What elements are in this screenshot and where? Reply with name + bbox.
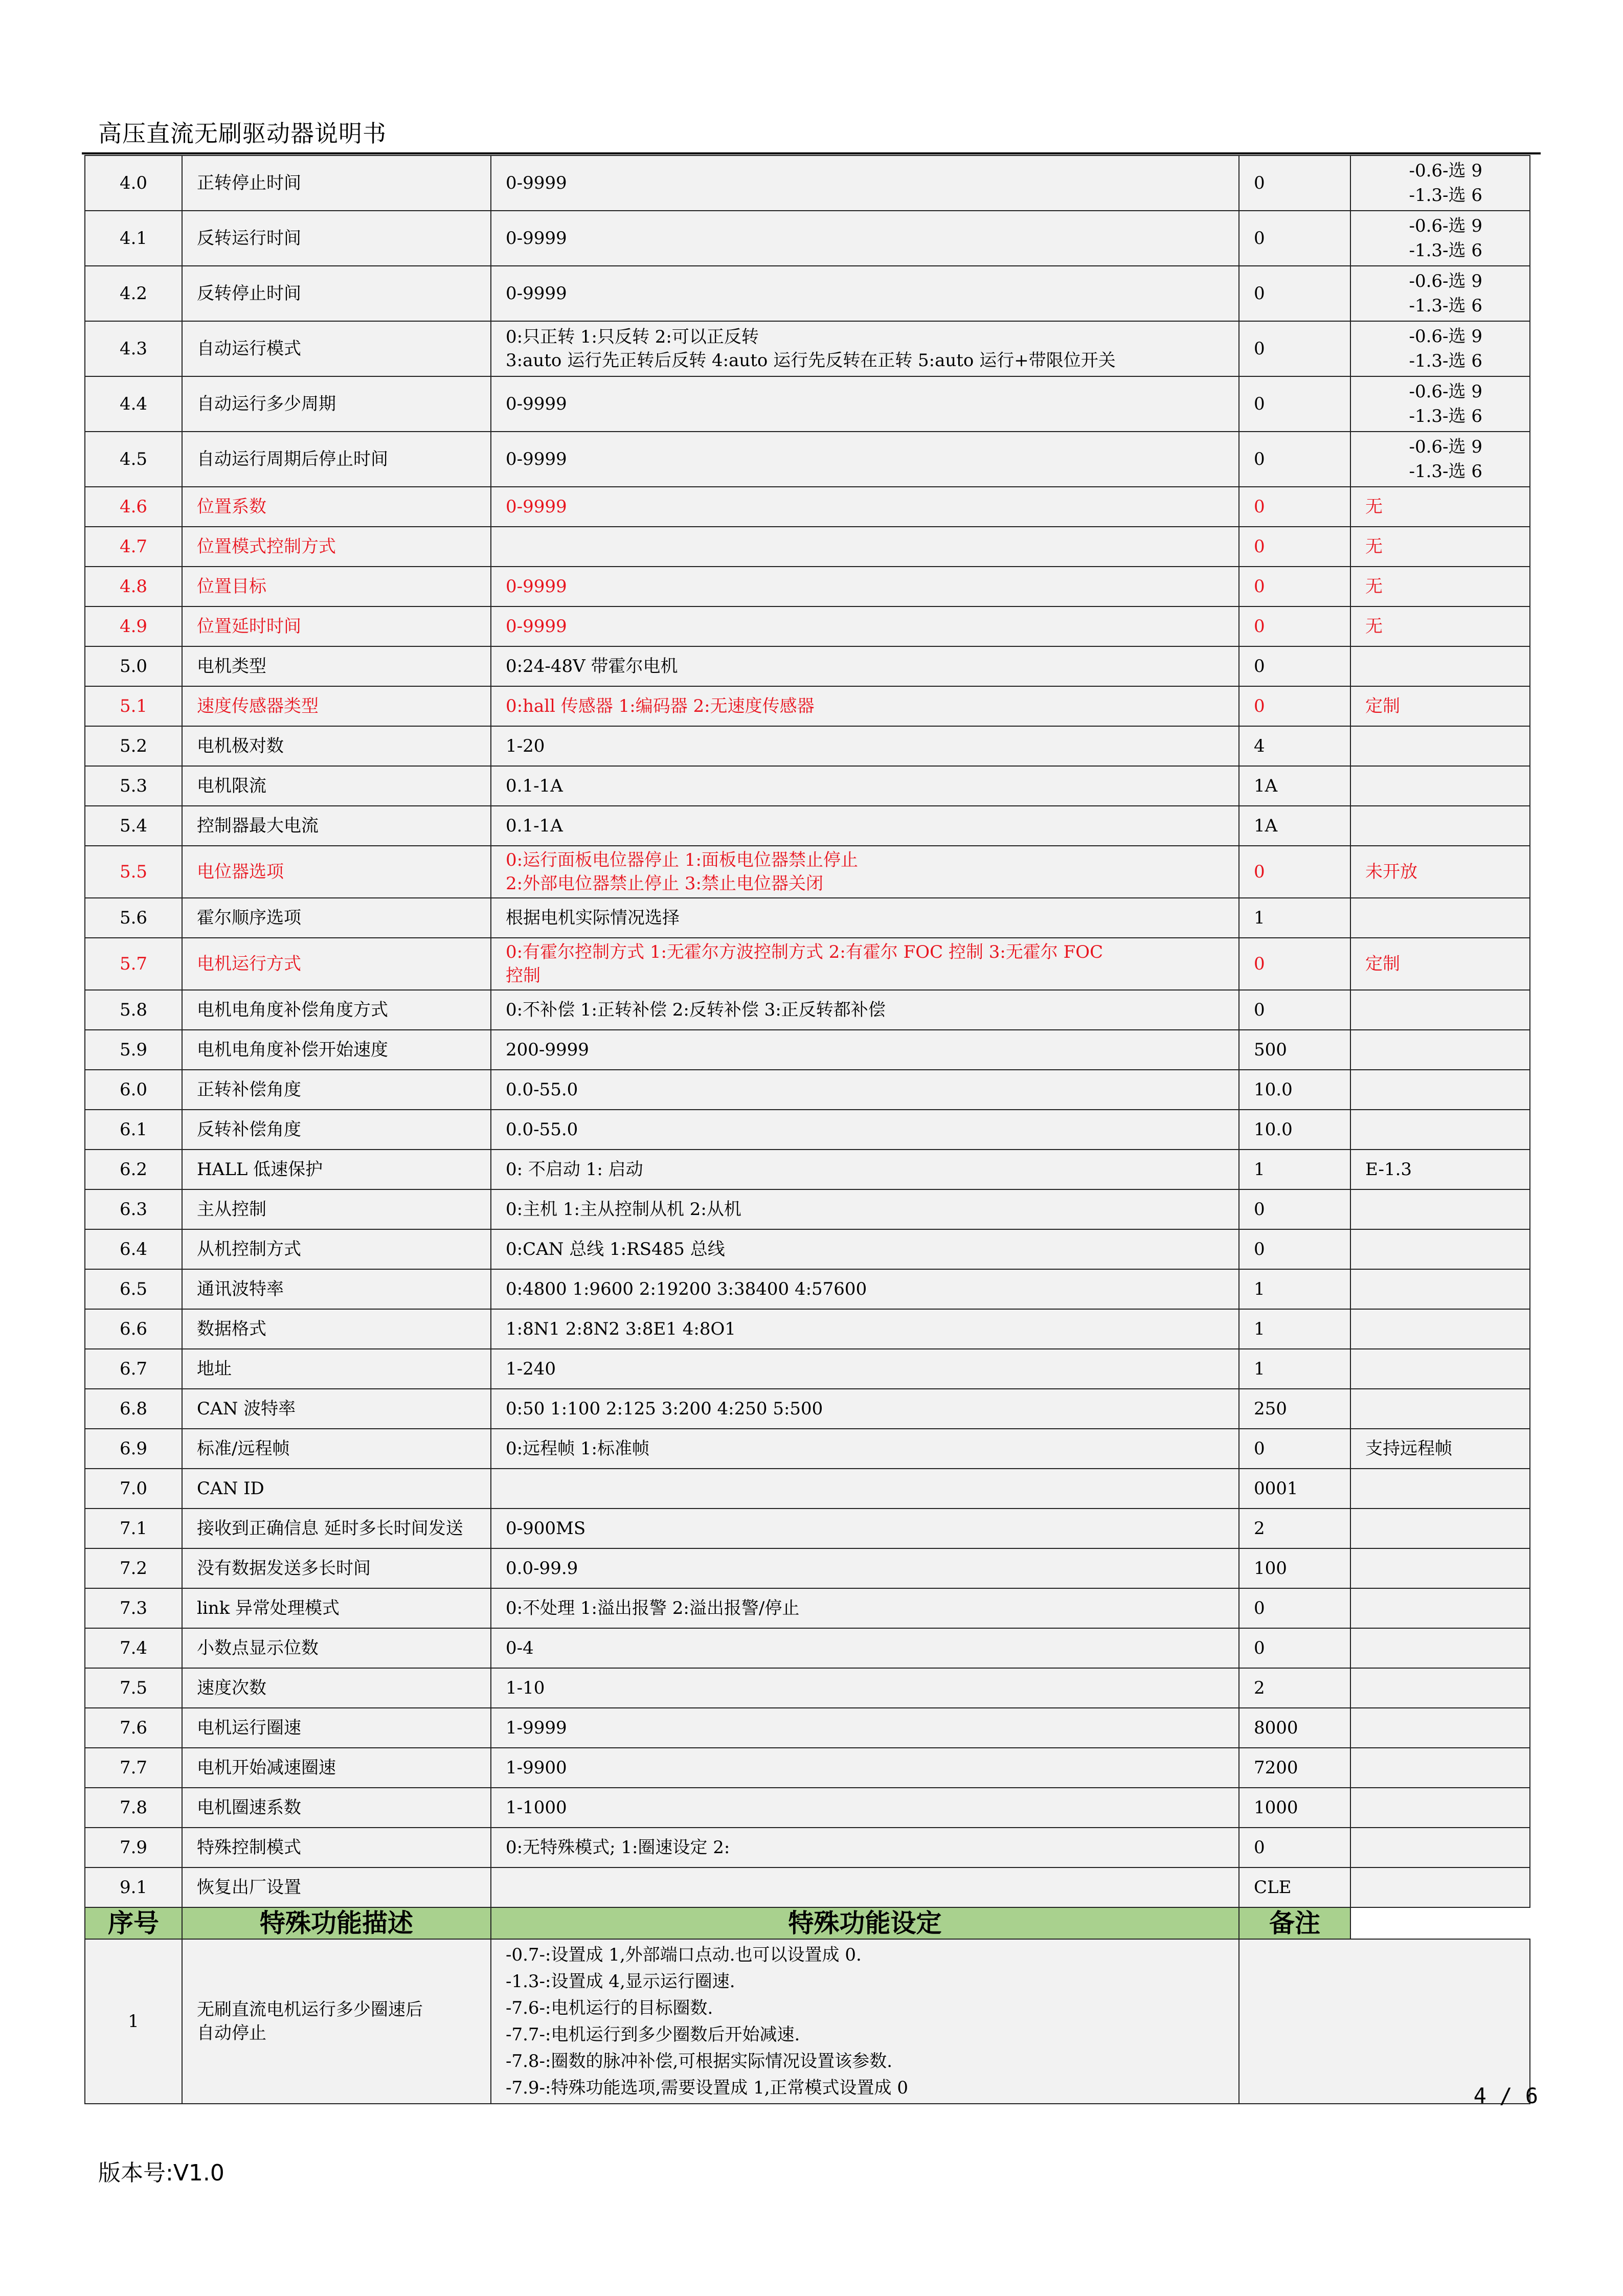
- param-name: 接收到正确信息 延时多长时间发送: [182, 1509, 491, 1548]
- param-range: [491, 846, 1239, 898]
- param-name: 电机开始减速圈速: [182, 1748, 491, 1788]
- table-row: [85, 376, 1530, 432]
- param-default: CLE: [1239, 1867, 1350, 1907]
- param-name: 地址: [182, 1349, 491, 1389]
- param-default: 250: [1239, 1389, 1350, 1429]
- param-note: [1350, 155, 1530, 211]
- param-range: 0.0-55.0: [491, 1110, 1239, 1150]
- param-range: 1-9999: [491, 1708, 1239, 1748]
- param-note: [1350, 646, 1530, 686]
- param-name: 电机运行圈速: [182, 1708, 491, 1748]
- param-note: [1350, 1070, 1530, 1110]
- table-row: [85, 1429, 1530, 1469]
- param-range: [491, 527, 1239, 567]
- param-note: [1350, 1867, 1530, 1907]
- param-note: 无: [1350, 567, 1530, 606]
- param-range: [491, 321, 1239, 376]
- param-note: 无: [1350, 606, 1530, 646]
- param-range: 1-10: [491, 1668, 1239, 1708]
- param-name: 反转停止时间: [182, 266, 491, 321]
- feature-setting-line: -1.3-:设置成 4,显示运行圈速.: [506, 1971, 735, 1992]
- param-note: [1350, 1110, 1530, 1150]
- param-number: 6.5: [85, 1269, 182, 1309]
- param-default: 0: [1239, 376, 1350, 432]
- param-number: 7.0: [85, 1469, 182, 1509]
- param-name: 反转补偿角度: [182, 1110, 491, 1150]
- param-default: 1: [1239, 1309, 1350, 1349]
- param-name: 电机电角度补偿开始速度: [182, 1030, 491, 1070]
- param-note: [1350, 1269, 1530, 1309]
- feature-header-note: 备注: [1239, 1907, 1350, 1939]
- param-range: 0-9999: [491, 606, 1239, 646]
- param-range-line: 0:只正转 1:只反转 2:可以正反转: [506, 327, 759, 347]
- param-note: [1350, 1189, 1530, 1229]
- param-number: 5.6: [85, 898, 182, 938]
- table-row: [85, 606, 1530, 646]
- param-number: 4.2: [85, 266, 182, 321]
- table-row: [85, 1110, 1530, 1150]
- param-default: 2: [1239, 1509, 1350, 1548]
- param-default: 0: [1239, 846, 1350, 898]
- feature-setting-line: -7.6-:电机运行的目标圈数.: [506, 1998, 713, 2018]
- param-note: [1350, 898, 1530, 938]
- param-default: 0: [1239, 211, 1350, 266]
- table-row: [85, 266, 1530, 321]
- param-default: 10.0: [1239, 1110, 1350, 1150]
- table-row: [85, 1867, 1530, 1907]
- table-row: [85, 1349, 1530, 1389]
- param-range: 200-9999: [491, 1030, 1239, 1070]
- param-name: CAN 波特率: [182, 1389, 491, 1429]
- table-row: [85, 1070, 1530, 1110]
- param-number: 6.3: [85, 1189, 182, 1229]
- param-number: 5.7: [85, 938, 182, 990]
- param-note-line: -0.6-选 9: [1409, 161, 1482, 181]
- table-row: [85, 806, 1530, 846]
- table-row: [85, 567, 1530, 606]
- param-default: 0: [1239, 990, 1350, 1030]
- param-default: 7200: [1239, 1748, 1350, 1788]
- param-note-line: -0.6-选 9: [1409, 216, 1482, 236]
- table-row: [85, 846, 1530, 898]
- param-number: 4.5: [85, 432, 182, 487]
- param-note: 无: [1350, 527, 1530, 567]
- version-label: 版本号:V1.0: [98, 2160, 224, 2186]
- param-range: 1-9900: [491, 1748, 1239, 1788]
- table-row: [85, 432, 1530, 487]
- param-note-line: -0.6-选 9: [1409, 326, 1482, 347]
- param-name: 电机极对数: [182, 726, 491, 766]
- param-note: [1350, 432, 1530, 487]
- table-row: [85, 1389, 1530, 1429]
- param-range: 0.0-55.0: [491, 1070, 1239, 1110]
- param-default: 0: [1239, 567, 1350, 606]
- table-row: [85, 527, 1530, 567]
- param-default: 0001: [1239, 1469, 1350, 1509]
- param-number: 6.4: [85, 1229, 182, 1269]
- param-note: [1350, 1668, 1530, 1708]
- param-note: [1350, 211, 1530, 266]
- param-range-line: 0:有霍尔控制方式 1:无霍尔方波控制方式 2:有霍尔 FOC 控制 3:无霍尔 FOC: [506, 942, 1103, 962]
- table-row: [85, 1150, 1530, 1189]
- param-default: 0: [1239, 487, 1350, 527]
- param-number: 4.1: [85, 211, 182, 266]
- feature-header-setting: 特殊功能设定: [491, 1907, 1239, 1939]
- param-default: 1000: [1239, 1788, 1350, 1828]
- param-range: 0-9999: [491, 211, 1239, 266]
- param-name: 主从控制: [182, 1189, 491, 1229]
- param-note: E-1.3: [1350, 1150, 1530, 1189]
- param-name: 位置延时时间: [182, 606, 491, 646]
- param-number: 6.9: [85, 1429, 182, 1469]
- param-default: 0: [1239, 1628, 1350, 1668]
- param-note-line: -0.6-选 9: [1409, 271, 1482, 291]
- param-note-line: -1.3-选 6: [1409, 185, 1482, 206]
- param-number: 6.8: [85, 1389, 182, 1429]
- feature-setting: [491, 1939, 1239, 2104]
- param-note-line: -0.6-选 9: [1409, 437, 1482, 457]
- param-note: [1350, 1548, 1530, 1588]
- param-note: [1350, 1708, 1530, 1748]
- param-note: [1350, 1469, 1530, 1509]
- param-note: [1350, 1828, 1530, 1867]
- param-note: 未开放: [1350, 846, 1530, 898]
- table-row: [85, 1588, 1530, 1628]
- param-range: 0-9999: [491, 432, 1239, 487]
- table-row: [85, 646, 1530, 686]
- feature-header-number: 序号: [85, 1907, 182, 1939]
- param-name: 自动运行多少周期: [182, 376, 491, 432]
- param-number: 7.8: [85, 1788, 182, 1828]
- param-number: 7.2: [85, 1548, 182, 1588]
- param-default: 0: [1239, 527, 1350, 567]
- param-number: 7.5: [85, 1668, 182, 1708]
- param-range: [491, 938, 1239, 990]
- param-default: 0: [1239, 1429, 1350, 1469]
- param-range: 0-900MS: [491, 1509, 1239, 1548]
- param-number: 5.0: [85, 646, 182, 686]
- param-default: 0: [1239, 1828, 1350, 1867]
- table-row: [85, 211, 1530, 266]
- param-note: [1350, 266, 1530, 321]
- param-number: 5.3: [85, 766, 182, 806]
- param-default: 1A: [1239, 806, 1350, 846]
- param-number: 4.7: [85, 527, 182, 567]
- table-row: [85, 1189, 1530, 1229]
- param-note: 无: [1350, 487, 1530, 527]
- feature-number: 1: [85, 1939, 182, 2104]
- param-number: 7.6: [85, 1708, 182, 1748]
- param-default: 100: [1239, 1548, 1350, 1588]
- param-number: 4.3: [85, 321, 182, 376]
- param-range: 1:8N1 2:8N2 3:8E1 4:8O1: [491, 1309, 1239, 1349]
- feature-note: [1239, 1939, 1530, 2104]
- param-default: 0: [1239, 646, 1350, 686]
- param-note: [1350, 1788, 1530, 1828]
- table-row: [85, 686, 1530, 726]
- param-name: 通讯波特率: [182, 1269, 491, 1309]
- table-row: [85, 1548, 1530, 1588]
- header-rule: [82, 152, 1541, 154]
- param-name: 霍尔顺序选项: [182, 898, 491, 938]
- param-default: 10.0: [1239, 1070, 1350, 1110]
- param-name: 数据格式: [182, 1309, 491, 1349]
- param-number: 4.6: [85, 487, 182, 527]
- param-note: [1350, 766, 1530, 806]
- param-name: 位置模式控制方式: [182, 527, 491, 567]
- param-name: 自动运行周期后停止时间: [182, 432, 491, 487]
- param-name: 控制器最大电流: [182, 806, 491, 846]
- param-name: HALL 低速保护: [182, 1150, 491, 1189]
- param-name: 恢复出厂设置: [182, 1867, 491, 1907]
- param-name: 特殊控制模式: [182, 1828, 491, 1867]
- param-number: 6.2: [85, 1150, 182, 1189]
- feature-header-row: [85, 1907, 1530, 1939]
- table-row: [85, 766, 1530, 806]
- param-range: 0:CAN 总线 1:RS485 总线: [491, 1229, 1239, 1269]
- param-default: 0: [1239, 1189, 1350, 1229]
- param-note: 定制: [1350, 938, 1530, 990]
- param-number: 4.4: [85, 376, 182, 432]
- param-note: [1350, 1509, 1530, 1548]
- param-note-line: -0.6-选 9: [1409, 381, 1482, 402]
- param-name: 标准/远程帧: [182, 1429, 491, 1469]
- param-note: [1350, 1389, 1530, 1429]
- feature-description: [182, 1939, 491, 2104]
- param-default: 0: [1239, 432, 1350, 487]
- param-range: [491, 1867, 1239, 1907]
- param-default: 0: [1239, 155, 1350, 211]
- param-name: 没有数据发送多长时间: [182, 1548, 491, 1588]
- feature-setting-line: -0.7-:设置成 1,外部端口点动.也可以设置成 0.: [506, 1945, 862, 1965]
- param-number: 5.4: [85, 806, 182, 846]
- param-name: 自动运行模式: [182, 321, 491, 376]
- table-row: [85, 1030, 1530, 1070]
- param-name: 速度传感器类型: [182, 686, 491, 726]
- param-number: 4.8: [85, 567, 182, 606]
- param-range: 1-240: [491, 1349, 1239, 1389]
- table-row: [85, 1229, 1530, 1269]
- param-name: 电机运行方式: [182, 938, 491, 990]
- table-row: [85, 1269, 1530, 1309]
- param-range-line: 控制: [506, 965, 540, 986]
- param-number: 5.8: [85, 990, 182, 1030]
- table-row: [85, 938, 1530, 990]
- param-range: 0:50 1:100 2:125 3:200 4:250 5:500: [491, 1389, 1239, 1429]
- param-number: 9.1: [85, 1867, 182, 1907]
- table-row: [85, 1708, 1530, 1748]
- param-number: 6.0: [85, 1070, 182, 1110]
- param-note: [1350, 1309, 1530, 1349]
- table-row: [85, 990, 1530, 1030]
- param-note-line: -1.3-选 6: [1409, 406, 1482, 426]
- param-range: 0: 不启动 1: 启动: [491, 1150, 1239, 1189]
- param-range: 0:不补偿 1:正转补偿 2:反转补偿 3:正反转都补偿: [491, 990, 1239, 1030]
- param-range: 0-9999: [491, 376, 1239, 432]
- table-row: [85, 321, 1530, 376]
- param-range: 1-20: [491, 726, 1239, 766]
- table-row: [85, 487, 1530, 527]
- param-default: 8000: [1239, 1708, 1350, 1748]
- param-note: [1350, 806, 1530, 846]
- param-range: [491, 1469, 1239, 1509]
- feature-setting-line: -7.8-:圈数的脉冲补偿,可根据实际情况设置该参数.: [506, 2051, 893, 2072]
- param-number: 6.1: [85, 1110, 182, 1150]
- param-name: 正转停止时间: [182, 155, 491, 211]
- table-row: [85, 1788, 1530, 1828]
- param-range: 0-4: [491, 1628, 1239, 1668]
- param-range-line: 0:运行面板电位器停止 1:面板电位器禁止停止: [506, 850, 858, 870]
- param-range: 0:24-48V 带霍尔电机: [491, 646, 1239, 686]
- param-range: 1-1000: [491, 1788, 1239, 1828]
- feature-description-line: 无刷直流电机运行多少圈速后: [197, 1999, 423, 2020]
- param-note: [1350, 1229, 1530, 1269]
- param-range: 0:4800 1:9600 2:19200 3:38400 4:57600: [491, 1269, 1239, 1309]
- param-range: 0-9999: [491, 266, 1239, 321]
- table-row: [85, 1309, 1530, 1349]
- param-range: 0:hall 传感器 1:编码器 2:无速度传感器: [491, 686, 1239, 726]
- param-number: 7.1: [85, 1509, 182, 1548]
- param-range: 0:无特殊模式; 1:圈速设定 2:: [491, 1828, 1239, 1867]
- param-name: 位置系数: [182, 487, 491, 527]
- param-default: 4: [1239, 726, 1350, 766]
- param-note: [1350, 1748, 1530, 1788]
- param-default: 0: [1239, 938, 1350, 990]
- param-default: 1: [1239, 1349, 1350, 1389]
- param-range-line: 2:外部电位器禁止停止 3:禁止电位器关闭: [506, 873, 823, 894]
- param-number: 7.3: [85, 1588, 182, 1628]
- param-default: 1A: [1239, 766, 1350, 806]
- param-range: 0:主机 1:主从控制从机 2:从机: [491, 1189, 1239, 1229]
- param-note: 支持远程帧: [1350, 1429, 1530, 1469]
- parameter-table: [84, 155, 1530, 2104]
- param-name: 电机限流: [182, 766, 491, 806]
- table-row: [85, 1509, 1530, 1548]
- param-number: 4.0: [85, 155, 182, 211]
- table-row: [85, 1469, 1530, 1509]
- param-default: 0: [1239, 1229, 1350, 1269]
- table-row: [85, 1668, 1530, 1708]
- feature-setting-line: -7.9-:特殊功能选项,需要设置成 1,正常模式设置成 0: [506, 2078, 908, 2098]
- param-note: [1350, 321, 1530, 376]
- param-note-line: -1.3-选 6: [1409, 296, 1482, 316]
- param-number: 5.9: [85, 1030, 182, 1070]
- param-number: 7.4: [85, 1628, 182, 1668]
- param-range: 0:不处理 1:溢出报警 2:溢出报警/停止: [491, 1588, 1239, 1628]
- param-name: CAN ID: [182, 1469, 491, 1509]
- feature-description-line: 自动停止: [197, 2023, 266, 2043]
- table-row: [85, 1748, 1530, 1788]
- param-default: 0: [1239, 321, 1350, 376]
- param-range: 0-9999: [491, 155, 1239, 211]
- table-row: [85, 1628, 1530, 1668]
- param-number: 5.5: [85, 846, 182, 898]
- param-name: 电机电角度补偿角度方式: [182, 990, 491, 1030]
- param-name: 从机控制方式: [182, 1229, 491, 1269]
- param-note: [1350, 1628, 1530, 1668]
- table-row: [85, 1828, 1530, 1867]
- param-range-line: 3:auto 运行先正转后反转 4:auto 运行先反转在正转 5:auto 运行+带限位开关: [506, 350, 1116, 371]
- param-number: 7.7: [85, 1748, 182, 1788]
- param-default: 1: [1239, 1269, 1350, 1309]
- feature-header-description: 特殊功能描述: [182, 1907, 491, 1939]
- param-number: 5.1: [85, 686, 182, 726]
- param-default: 1: [1239, 898, 1350, 938]
- param-default: 0: [1239, 606, 1350, 646]
- param-range: 0-9999: [491, 567, 1239, 606]
- param-name: 正转补偿角度: [182, 1070, 491, 1110]
- param-range: 0.0-99.9: [491, 1548, 1239, 1588]
- param-range: 根据电机实际情况选择: [491, 898, 1239, 938]
- param-note: [1350, 1030, 1530, 1070]
- param-number: 6.7: [85, 1349, 182, 1389]
- table-row: [85, 726, 1530, 766]
- param-default: 0: [1239, 266, 1350, 321]
- feature-setting-line: -7.7-:电机运行到多少圈数后开始减速.: [506, 2024, 800, 2045]
- param-name: link 异常处理模式: [182, 1588, 491, 1628]
- param-note: 定制: [1350, 686, 1530, 726]
- param-range: 0.1-1A: [491, 806, 1239, 846]
- param-number: 4.9: [85, 606, 182, 646]
- param-range: 0-9999: [491, 487, 1239, 527]
- param-name: 速度次数: [182, 1668, 491, 1708]
- param-note-line: -1.3-选 6: [1409, 240, 1482, 261]
- param-note-line: -1.3-选 6: [1409, 351, 1482, 371]
- param-default: 0: [1239, 1588, 1350, 1628]
- param-default: 1: [1239, 1150, 1350, 1189]
- param-name: 电位器选项: [182, 846, 491, 898]
- param-default: 0: [1239, 686, 1350, 726]
- table-row: [85, 898, 1530, 938]
- param-note: [1350, 376, 1530, 432]
- param-note: [1350, 1349, 1530, 1389]
- param-number: 6.6: [85, 1309, 182, 1349]
- param-name: 电机圈速系数: [182, 1788, 491, 1828]
- table-row: [85, 155, 1530, 211]
- param-default: 2: [1239, 1668, 1350, 1708]
- param-name: 反转运行时间: [182, 211, 491, 266]
- param-name: 小数点显示位数: [182, 1628, 491, 1668]
- param-note: [1350, 726, 1530, 766]
- param-note-line: -1.3-选 6: [1409, 461, 1482, 482]
- feature-row: [85, 1939, 1530, 2104]
- param-range: 0:远程帧 1:标准帧: [491, 1429, 1239, 1469]
- param-number: 7.9: [85, 1828, 182, 1867]
- page-number: 4 / 6: [1473, 2083, 1538, 2108]
- param-range: 0.1-1A: [491, 766, 1239, 806]
- param-note: [1350, 1588, 1530, 1628]
- param-name: 电机类型: [182, 646, 491, 686]
- param-name: 位置目标: [182, 567, 491, 606]
- param-default: 500: [1239, 1030, 1350, 1070]
- document-title: 高压直流无刷驱动器说明书: [98, 120, 387, 147]
- param-note: [1350, 990, 1530, 1030]
- param-number: 5.2: [85, 726, 182, 766]
